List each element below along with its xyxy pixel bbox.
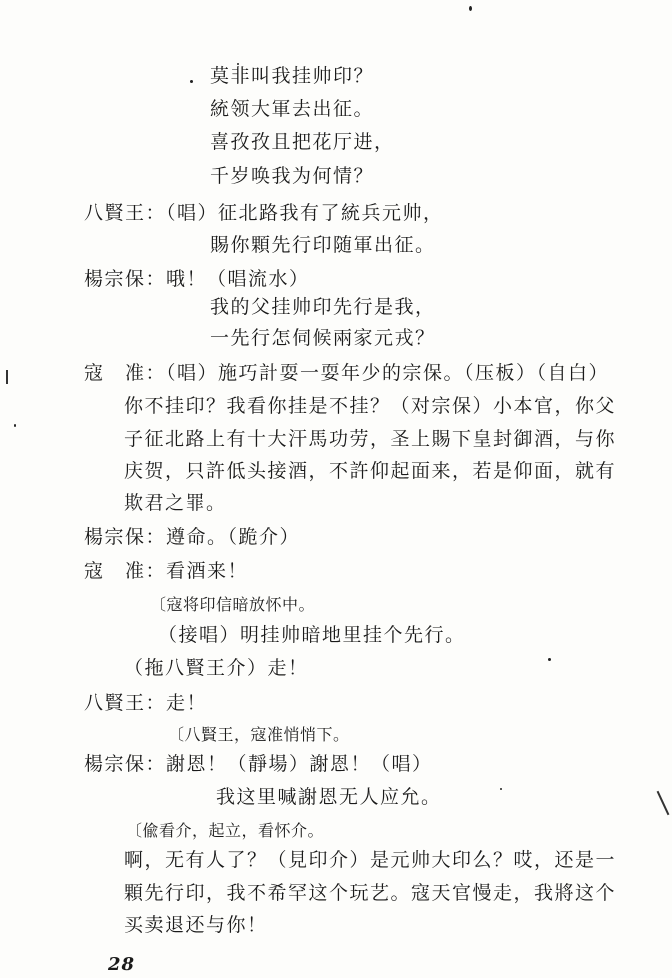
text-line-12: 子征北路上有十大汗馬功劳，圣上賜下皇封御酒，与你	[124, 428, 617, 450]
text-line-10: 寇 准：（唱）施巧計耍一耍年少的宗保。（压板）（自白）	[84, 362, 610, 384]
scan-speck	[237, 63, 239, 65]
text-line-19: （拖八賢王介）走！	[124, 657, 309, 679]
scan-speck	[469, 6, 472, 11]
text-line-15: 楊宗保：遵命。（跪介）	[84, 526, 301, 548]
scan-speck	[190, 80, 193, 83]
scan-speck	[548, 658, 551, 661]
text-line-1: 莫非叫我挂帅印？	[210, 65, 375, 87]
scan-speck	[500, 788, 502, 790]
text-line-18: （接唱）明挂帅暗地里挂个先行。	[158, 624, 466, 646]
stage-direction-3: 〔偸看介，起立，看怀介。	[126, 821, 325, 840]
text-line-3: 喜孜孜且把花厅进，	[210, 131, 395, 153]
text-line-13: 庆贺，只許低头接酒，不許仰起面来，若是仰面，就有	[124, 460, 617, 482]
text-line-16: 寇 准：看酒来！	[84, 560, 249, 582]
text-line-6: 賜你顆先行印随軍出征。	[210, 234, 436, 256]
text-line-4: 千岁唤我为何情？	[210, 165, 375, 187]
text-line-11: 你不挂印？我看你挂是不挂？（对宗保）小本官，你父	[124, 395, 617, 417]
text-line-5: 八賢王：（唱）征北路我有了統兵元帅，	[84, 202, 444, 224]
text-line-8: 我的父挂帅印先行是我，	[210, 296, 436, 318]
text-line-23: 我这里喊謝恩无人应允。	[216, 786, 442, 808]
text-line-22: 楊宗保：謝恩！（靜場）謝恩！（唱）	[84, 753, 433, 775]
page-number: 28	[108, 954, 136, 975]
text-line-2: 統领大軍去出征。	[210, 98, 375, 120]
stage-direction-1: 〔寇将印信暗放怀中。	[150, 595, 316, 614]
scan-edge-mark	[657, 791, 670, 815]
text-line-26: 顆先行印，我不希罕这个玩艺。寇天官慢走，我將这个	[124, 882, 617, 904]
text-line-9: 一先行怎伺候兩家元戎？	[210, 327, 436, 349]
text-line-27: 买卖退还与你！	[124, 914, 268, 936]
text-line-20: 八賢王：走！	[84, 692, 208, 714]
text-line-25: 啊，无有人了？（見印介）是元帅大印么？哎，还是一	[124, 849, 617, 871]
stage-direction-2: 〔八賢王，寇准悄悄下。	[168, 725, 350, 744]
text-line-14: 欺君之罪。	[124, 492, 227, 514]
scan-edge-mark	[6, 370, 8, 384]
scan-speck	[14, 424, 16, 427]
text-line-7: 楊宗保：哦！（唱流水）	[84, 268, 310, 290]
